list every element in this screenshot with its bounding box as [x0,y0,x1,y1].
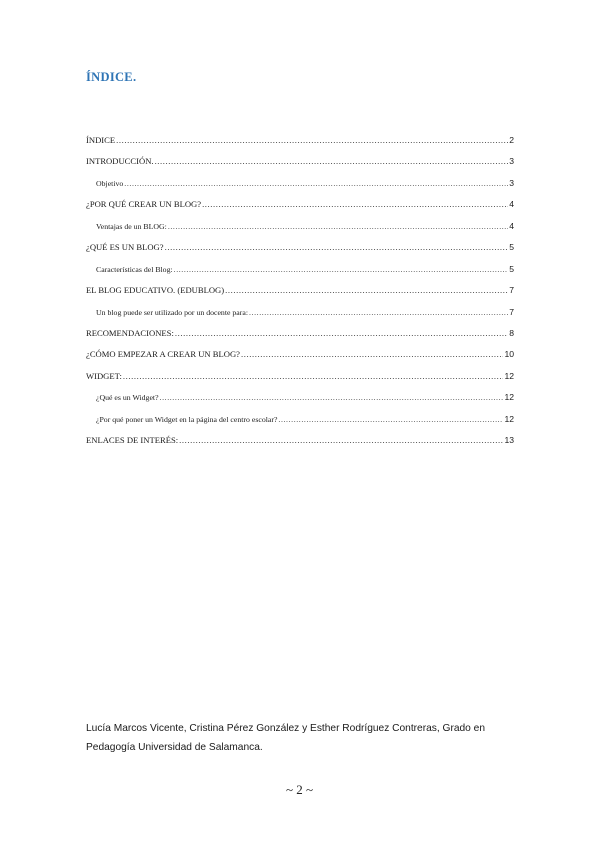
toc-entry-page: 3 [509,156,514,166]
toc-entry-page: 4 [509,199,514,209]
toc-dot-leader [155,153,509,169]
toc-dot-leader [123,368,504,384]
toc-dot-leader [202,196,508,212]
toc-entry-page: 10 [504,349,514,359]
toc-dot-leader [168,219,508,235]
toc-entry-label: ¿Por qué poner un Widget en la página del centro escolar? [96,415,278,424]
toc-dot-leader [278,412,503,428]
toc-dot-leader [179,432,503,448]
toc-dot-leader [124,176,508,192]
toc-entry-label: ÍNDICE [86,135,116,145]
toc-dot-leader [241,346,503,362]
toc-entry-label: ¿CÓMO EMPEZAR A CREAR UN BLOG? [86,349,240,359]
toc-entry-como-empezar-a-crear-un-blog[interactable] [86,346,514,362]
toc-dot-leader [249,305,508,321]
toc-entry-caracteristicas-del-blog[interactable] [96,261,514,277]
toc-entry-enlaces-de-interes[interactable] [86,432,514,448]
toc-entry-widget[interactable] [86,368,514,384]
toc-entry-recomendaciones[interactable] [86,325,514,341]
toc-entry-page: 4 [509,221,514,231]
toc-entry-page: 5 [509,242,514,252]
toc-entry-introduccion[interactable] [86,153,514,169]
toc-entry-por-que-poner-un-widget[interactable] [96,411,514,427]
footer-authors: Lucía Marcos Vicente, Cristina Pérez González y Esther Rodríguez Contreras, Grado en Pedagogía Universidad de Salamanca. [86,723,486,753]
toc-entry-label: Ventajas de un BLOG: [96,222,167,231]
toc-entry-page: 3 [509,178,514,188]
toc-entry-label: ¿Qué es un Widget? [96,393,159,402]
toc-entry-page: 12 [504,392,514,402]
toc-entry-indice[interactable] [86,132,514,148]
toc-dot-leader [174,262,509,278]
toc-entry-label: INTRODUCCIÓN. [86,156,154,166]
toc-entry-label: RECOMENDACIONES: [86,328,174,338]
toc-entry-label: ¿POR QUÉ CREAR UN BLOG? [86,199,202,209]
toc-entry-el-blog-educativo[interactable] [86,282,514,298]
toc-entry-un-blog-puede-ser-utilizado[interactable] [96,304,514,320]
toc-dot-leader [160,390,504,406]
toc-entry-page: 7 [509,307,514,317]
toc-entry-por-que-crear-un-blog[interactable] [86,196,514,212]
toc-entry-page: 12 [504,371,514,381]
page-number: ~ 2 ~ [285,782,314,797]
toc-dot-leader [225,282,508,298]
toc-dot-leader [116,132,508,148]
toc-entry-que-es-un-widget[interactable] [96,389,514,405]
toc-entry-label: EL BLOG EDUCATIVO. (EDUBLOG) [86,285,225,295]
toc-entry-page: 12 [504,414,514,424]
toc-dot-leader [175,325,508,341]
toc-entry-ventajas-de-un-blog[interactable] [96,218,514,234]
toc-entry-label: WIDGET: [86,371,122,381]
page-title: ÍNDICE. [86,70,137,84]
toc-entry-page: 13 [504,435,514,445]
toc-entry-label: Objetivo [96,179,124,188]
toc-entry-que-es-un-blog[interactable] [86,239,514,255]
toc-entry-page: 7 [509,285,514,295]
toc-dot-leader [165,239,509,255]
toc-entry-label: ENLACES DE INTERÉS: [86,435,179,445]
toc-entry-page: 5 [509,264,514,274]
toc-entry-page: 2 [509,135,514,145]
toc-entry-label: Un blog puede ser utilizado por un docente para: [96,308,248,317]
toc-entry-label: Características del Blog: [96,265,173,274]
toc-entry-objetivo[interactable] [96,175,514,191]
toc-entry-label: ¿QUÉ ES UN BLOG? [86,242,164,252]
toc-entry-page: 8 [509,328,514,338]
